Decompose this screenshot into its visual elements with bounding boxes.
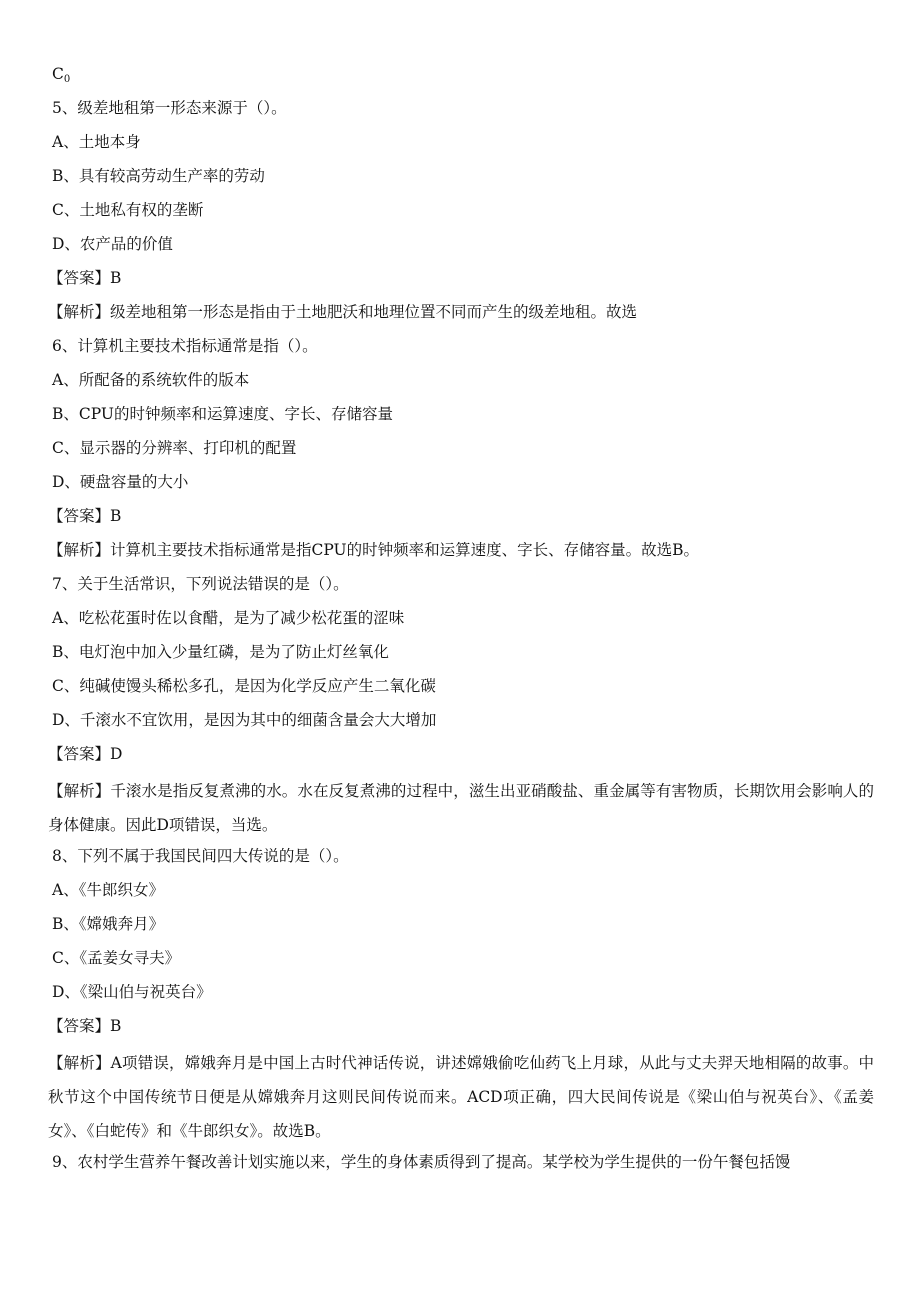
question-stem: 8、下列不属于我国民间四大传说的是（）。 bbox=[52, 847, 349, 865]
option-d: D、千滚水不宜饮用，是因为其中的细菌含量会大大增加 bbox=[52, 711, 437, 729]
option-d: D、硬盘容量的大小 bbox=[52, 473, 189, 491]
question-7 bbox=[48, 570, 874, 842]
question-8 bbox=[48, 842, 874, 1148]
question-stem: 6、计算机主要技术指标通常是指（）。 bbox=[52, 337, 318, 355]
answer: 【答案】D bbox=[48, 745, 123, 763]
carry-over-option bbox=[52, 60, 874, 94]
analysis: 【解析】A项错误，嫦娥奔月是中国上古时代神话传说，讲述嫦娥偷吃仙药飞上月球，从此与丈夫羿天地相隔的故事。中秋节这个中国传统节日便是从嫦娥奔月这则民间传说而来。ACD项正确，四大民间传说是《梁山伯与祝英台》、《孟姜女》、《白蛇传》和《牛郎织女》。故选B。 bbox=[48, 1054, 874, 1140]
answer: 【答案】B bbox=[48, 1017, 122, 1035]
option-b: B、电灯泡中加入少量红磷，是为了防止灯丝氧化 bbox=[52, 643, 389, 661]
question-9-stem: 9、农村学生营养午餐改善计划实施以来，学生的身体素质得到了提高。某学校为学生提供的一份午餐包括馒 bbox=[52, 1153, 791, 1171]
document-page bbox=[48, 60, 874, 1182]
option-b: B、《嫦娥奔月》 bbox=[52, 915, 165, 933]
analysis: 【解析】千滚水是指反复煮沸的水。水在反复煮沸的过程中，滋生出亚硝酸盐、重金属等有害物质，长期饮用会影响人的身体健康。因此D项错误，当选。 bbox=[48, 782, 874, 834]
analysis: 【解析】级差地租第一形态是指由于土地肥沃和地理位置不同而产生的级差地租。故选 bbox=[48, 303, 638, 321]
question-stem: 7、关于生活常识，下列说法错误的是（）。 bbox=[52, 575, 349, 593]
option-c: C、纯碱使馒头稀松多孔，是因为化学反应产生二氧化碳 bbox=[52, 677, 436, 695]
carry-over-letter: C bbox=[52, 65, 64, 83]
question-stem: 5、级差地租第一形态来源于（）。 bbox=[52, 99, 287, 117]
carry-over-subscript: 0 bbox=[63, 74, 71, 85]
option-b: B、具有较高劳动生产率的劳动 bbox=[52, 167, 265, 185]
analysis: 【解析】计算机主要技术指标通常是指CPU的时钟频率和运算速度、字长、存储容量。故选B。 bbox=[48, 541, 699, 559]
option-c: C、显示器的分辨率、打印机的配置 bbox=[52, 439, 297, 457]
question-6 bbox=[48, 332, 874, 570]
answer: 【答案】B bbox=[48, 269, 122, 287]
option-d: D、《梁山伯与祝英台》 bbox=[52, 983, 212, 1001]
option-b: B、CPU的时钟频率和运算速度、字长、存储容量 bbox=[52, 405, 393, 423]
option-a: A、《牛郎织女》 bbox=[52, 881, 164, 899]
question-5 bbox=[48, 94, 874, 332]
option-a: A、土地本身 bbox=[52, 133, 141, 151]
answer: 【答案】B bbox=[48, 507, 122, 525]
option-a: A、所配备的系统软件的版本 bbox=[52, 371, 250, 389]
option-d: D、农产品的价值 bbox=[52, 235, 173, 253]
option-c: C、土地私有权的垄断 bbox=[52, 201, 204, 219]
option-c: C、《孟姜女寻夫》 bbox=[52, 949, 181, 967]
option-a: A、吃松花蛋时佐以食醋，是为了减少松花蛋的涩味 bbox=[52, 609, 405, 627]
